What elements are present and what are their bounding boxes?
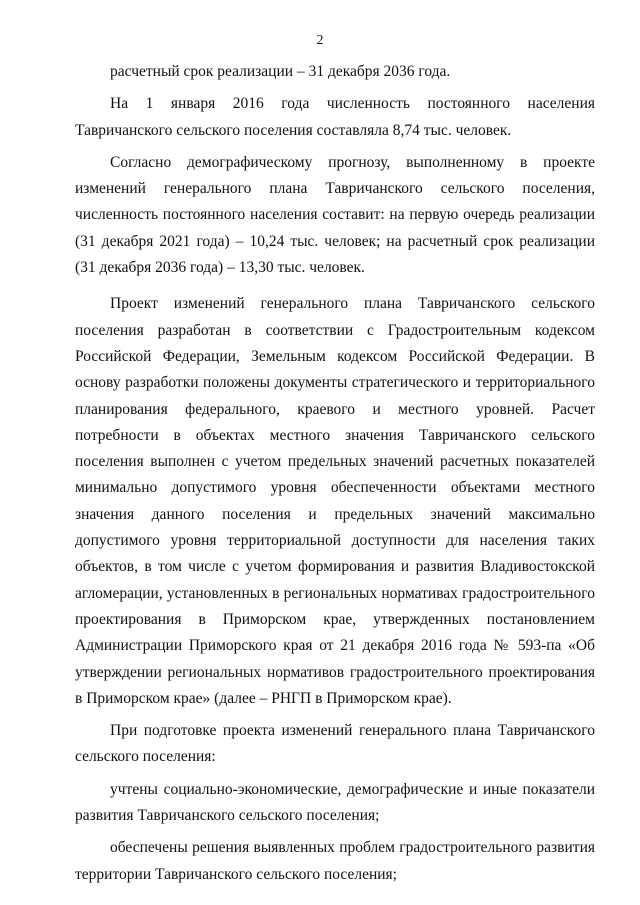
document-body	[75, 59, 595, 888]
paragraph-preparation-intro: При подготовке проекта изменений генерального плана Тавричанского сельского поселения:	[75, 722, 595, 766]
paragraph-realization-term: расчетный срок реализации – 31 декабря 2036 года.	[110, 63, 451, 80]
paragraph-problems-solved: обеспечены решения выявленных проблем градостроительного развития территории Тавричанского сельского поселения;	[75, 839, 595, 883]
page-number: 2	[316, 33, 324, 48]
paragraph-population-2016: На 1 января 2016 года численность постоянного населения Тавричанского сельского поселения составляла 8,74 тыс. человек.	[75, 95, 595, 139]
paragraph-project-basis: Проект изменений генерального плана Тавричанского сельского поселения разработан в соответствии с Градостроительным кодексом Российской Федерации, Земельным кодексом Российской Федерации. В основу разработки положены документы стратегического и территориального планирования федерального, краевого и местного уровней. Расчет потребности в объектах местного значения Тавричанского сельского поселения выполнен с учетом предельных значений расчетных показателей минимально допустимого уровня обеспеченности объектами местного значения данного поселения и предельных значений максимально допустимого уровня территориальной доступности для населения таких объектов, в том числе с учетом формирования и развития Владивостокской агломерации, установленных в региональных нормативах градостроительного проектирования в Приморском крае, утвержденных постановлением Администрации Приморского края от 21 декабря 2016 года № 593-па «Об утверждении региональных нормативов градостроительного проектирования в Приморском крае» (далее – РНГП в Приморском крае).	[75, 295, 595, 707]
paragraph-demographic-forecast: Согласно демографическому прогнозу, выполненному в проекте изменений генерального плана Тавричанского сельского поселения, численность постоянного населения составит: на первую очередь реализации (31 декабря 2021 года) – 10,24 тыс. человек; на расчетный срок реализации (31 декабря 2036 года) – 13,30 тыс. человек.	[75, 153, 595, 277]
paragraph-indicators-considered: учтены социально-экономические, демографические и иные показатели развития Тавричанского сельского поселения;	[75, 780, 595, 825]
